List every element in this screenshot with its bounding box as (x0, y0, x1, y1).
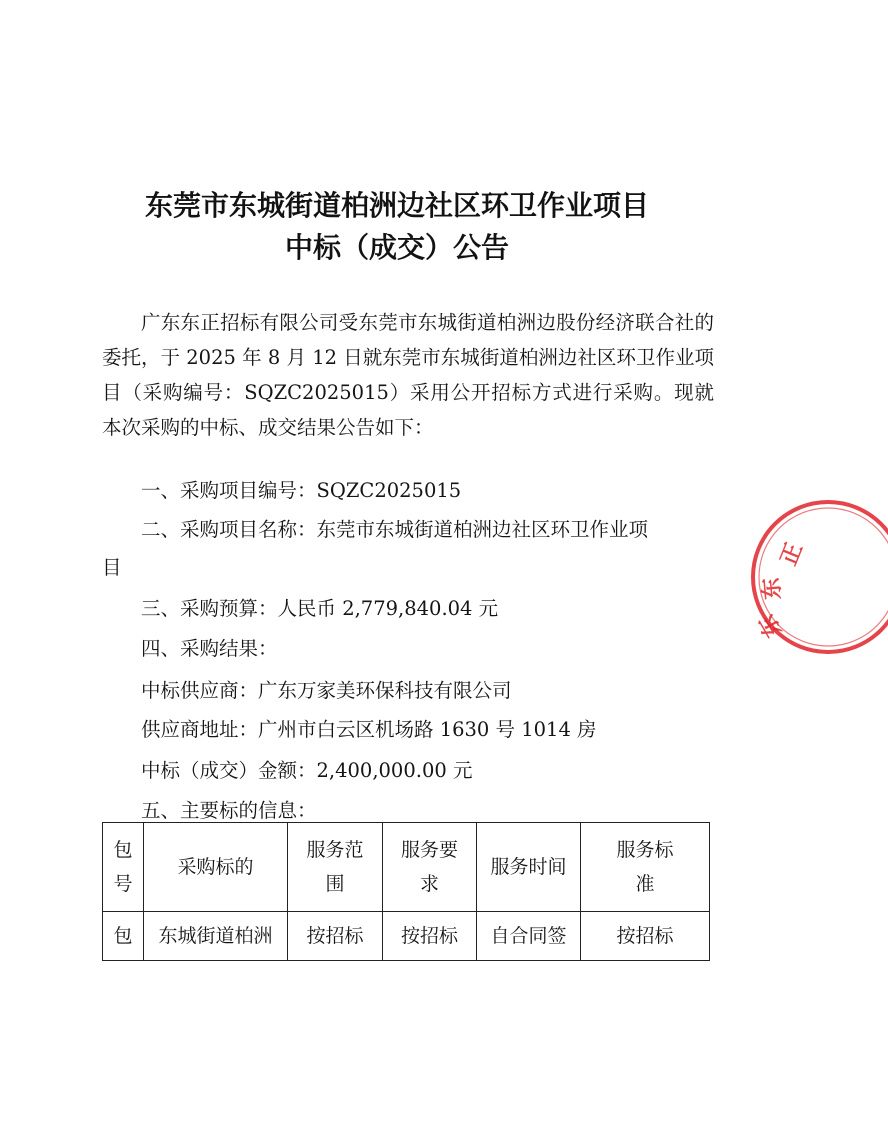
item-project-name: 二、采购项目名称：东莞市东城街道柏洲边社区环卫作业项 (141, 518, 649, 541)
svg-text:东: 东 (754, 609, 788, 642)
winning-supplier: 中标供应商：广东万家美环保科技有限公司 (141, 679, 512, 702)
table-header-cell (144, 823, 288, 912)
svg-text:正: 正 (776, 539, 808, 570)
table-header-cell (103, 823, 144, 912)
table-header-cell (581, 823, 710, 912)
table-header-cell (383, 823, 477, 912)
header-text: 求 (419, 873, 439, 895)
header-text: 围 (325, 873, 345, 895)
document-title-line2: 中标（成交）公告 (284, 231, 509, 264)
header-text: 准 (635, 873, 655, 895)
document-title-line1: 东莞市东城街道柏洲边社区环卫作业项目 (144, 189, 649, 222)
header-text: 包 (113, 839, 133, 861)
item-result-heading: 四、采购结果： (141, 637, 278, 660)
winning-amount: 中标（成交）金额：2,400,000.00 元 (141, 759, 473, 782)
table-header-row (103, 823, 710, 912)
table-cell: 东城街道柏洲 (144, 912, 288, 961)
intro-paragraph: 广东东正招标有限公司受东莞市东城街道柏洲边股份经济联合社的委托，于 2025 年 8 月 12 日就东莞市东城街道柏洲边社区环卫作业项目（采购编号：SQZC2025015）采用公开招标方式进行采购。现就本次采购的中标、成交结果公告如下： (102, 311, 714, 439)
table-header-cell (288, 823, 383, 912)
seal-graphic (748, 497, 888, 657)
company-seal-stamp (748, 497, 808, 657)
table-cell: 按招标 (383, 912, 477, 961)
main-subject-table (102, 822, 710, 961)
header-text: 服务要 (400, 839, 458, 861)
table-header-cell (477, 823, 581, 912)
table-cell: 自合同签 (477, 912, 581, 961)
table-cell: 按招标 (288, 912, 383, 961)
item-project-number: 一、采购项目编号：SQZC2025015 (141, 479, 462, 502)
header-text: 服务时间 (490, 856, 567, 878)
table-row (103, 912, 710, 961)
header-text: 号 (113, 873, 133, 895)
supplier-address: 供应商地址：广州市白云区机场路 1630 号 1014 房 (141, 718, 597, 741)
item-budget: 三、采购预算：人民币 2,779,840.04 元 (141, 597, 499, 620)
header-text: 服务标 (616, 839, 674, 861)
header-text: 服务范 (306, 839, 364, 861)
table-cell: 包 (103, 912, 144, 961)
item-main-info-heading: 五、主要标的信息： (141, 799, 317, 822)
item-project-name-continued: 目 (102, 556, 122, 579)
table-cell: 按招标 (581, 912, 710, 961)
header-text: 采购标的 (177, 856, 254, 878)
svg-text:东: 东 (759, 576, 786, 601)
